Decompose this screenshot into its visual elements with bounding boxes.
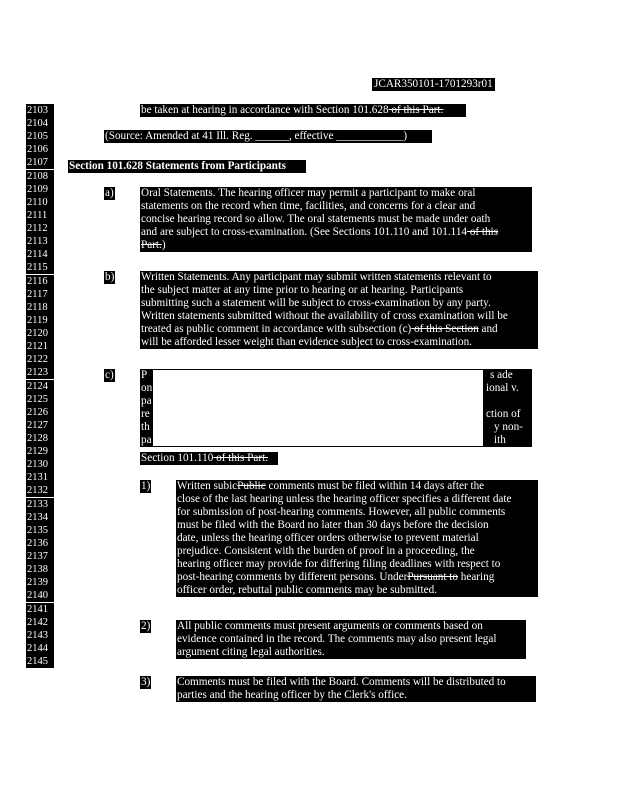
para-a-text: Oral Statements. The hearing officer may permit a participant to make oral statements on the record when time, facilities, and concerns for a clear and concise hearing record so allow. The oral statements must be made under oath and are subject to cross-examination. (See Sections 101.110 and 101.114 of this Part.) bbox=[140, 187, 532, 252]
line-number: 2131 bbox=[26, 471, 54, 484]
para-c-fragment: y non- bbox=[494, 421, 523, 433]
line-number: 2120 bbox=[26, 327, 54, 340]
line-number: 2107 bbox=[26, 156, 54, 169]
line-number: 2136 bbox=[26, 537, 54, 550]
para-c-fragment: th bbox=[141, 421, 150, 433]
para-a-label: a) bbox=[105, 187, 114, 199]
para-c-fragment: pa bbox=[141, 395, 152, 407]
para-c-fragment: s ade bbox=[490, 369, 513, 381]
line-number: 2142 bbox=[26, 616, 54, 629]
line-number: 2112 bbox=[26, 222, 54, 235]
para-c-label: c) bbox=[105, 369, 114, 381]
line-number: 2118 bbox=[26, 301, 54, 314]
line-number: 2144 bbox=[26, 642, 54, 655]
item-2-label: 2) bbox=[141, 620, 151, 632]
para-c-fragment: ional v. bbox=[486, 382, 519, 394]
line-number: 2105 bbox=[26, 130, 54, 143]
item-3-text: Comments must be filed with the Board. Comments will be distributed to parties and the hearing officer by the Clerk's office. bbox=[176, 676, 536, 702]
line-number: 2123 bbox=[26, 366, 54, 379]
para-b-text: Written Statements. Any participant may submit written statements relevant to the subject matter at any time prior to hearing or at hearing. Participants submitting such a statement will be subject to cross-examination by any party. Written statements submitted without the availability of cross examination will be treated as public comment in accordance with subsection (c) of this Section and will be afforded lesser weight than evidence subject to cross-examination. bbox=[140, 271, 538, 349]
para-c-fragment: on bbox=[141, 382, 153, 394]
line-number: 2138 bbox=[26, 563, 54, 576]
para-c-fragment: P bbox=[141, 369, 148, 381]
line-number: 2115 bbox=[26, 261, 54, 274]
line-number: 2113 bbox=[26, 235, 54, 248]
line-number: 2127 bbox=[26, 419, 54, 432]
line-number: 2103 bbox=[26, 104, 54, 117]
line-number: 2116 bbox=[26, 275, 54, 288]
line-number: 2121 bbox=[26, 340, 54, 353]
line-number: 2134 bbox=[26, 511, 54, 524]
line-number: 2104 bbox=[26, 117, 54, 130]
para-c-fragment: pa bbox=[141, 434, 152, 446]
line-number: 2137 bbox=[26, 550, 54, 563]
document-code: JCAR350101-1701293r01 bbox=[374, 78, 493, 90]
line-number: 2140 bbox=[26, 589, 54, 602]
intro-line: be taken at hearing in accordance with Section 101.628 of this Part. bbox=[140, 104, 466, 117]
para-b-label: b) bbox=[105, 271, 115, 283]
source-note: (Source: Amended at 41 Ill. Reg. ______, effective ____________) bbox=[104, 130, 432, 143]
para-c-fragment: ction of bbox=[486, 408, 521, 420]
line-number: 2119 bbox=[26, 314, 54, 327]
line-number: 2139 bbox=[26, 576, 54, 589]
line-number: 2126 bbox=[26, 406, 54, 419]
para-c-fragment: re bbox=[141, 408, 150, 420]
item-1-label: 1) bbox=[141, 480, 151, 492]
line-number: 2122 bbox=[26, 353, 54, 366]
line-number: 2108 bbox=[26, 170, 54, 183]
item-3-label: 3) bbox=[141, 676, 151, 688]
para-c-fragment: ith bbox=[494, 434, 506, 446]
line-number: 2129 bbox=[26, 445, 54, 458]
para-c-last-line: Section 101.110 of this Part. bbox=[140, 452, 278, 465]
line-number: 2125 bbox=[26, 393, 54, 406]
line-number: 2135 bbox=[26, 524, 54, 537]
line-number: 2130 bbox=[26, 458, 54, 471]
line-number: 2128 bbox=[26, 432, 54, 445]
line-number: 2117 bbox=[26, 288, 54, 301]
line-number: 2124 bbox=[26, 380, 54, 393]
line-number: 2143 bbox=[26, 629, 54, 642]
item-2-text: All public comments must present arguments or comments based on evidence contained in the record. The comments may also present legal argument citing legal authorities. bbox=[176, 620, 526, 659]
line-number: 2110 bbox=[26, 196, 54, 209]
line-number: 2106 bbox=[26, 143, 54, 156]
line-number: 2141 bbox=[26, 603, 54, 616]
line-number: 2114 bbox=[26, 248, 54, 261]
redaction-area bbox=[153, 370, 483, 446]
line-number: 2133 bbox=[26, 498, 54, 511]
line-number: 2145 bbox=[26, 655, 54, 668]
item-1-text: Written subicPublic comments must be filed within 14 days after the close of the last hearing unless the hearing officer specifies a different date for submission of post-hearing comments. However, all public comments must be filed with the Board no later than 30 days before the decision date, unless the hearing officer orders otherwise to prevent material prejudice. Consistent with the burden of proof in a proceeding, the hearing officer may provide for differing filing deadlines with respect to post-hearing comments by different persons. UnderPursuant to hearing officer order, rebuttal public comments may be submitted. bbox=[176, 480, 538, 597]
line-number: 2132 bbox=[26, 484, 54, 497]
section-heading: Section 101.628 Statements from Participants bbox=[68, 160, 306, 173]
line-number: 2109 bbox=[26, 183, 54, 196]
line-number: 2111 bbox=[26, 209, 54, 222]
